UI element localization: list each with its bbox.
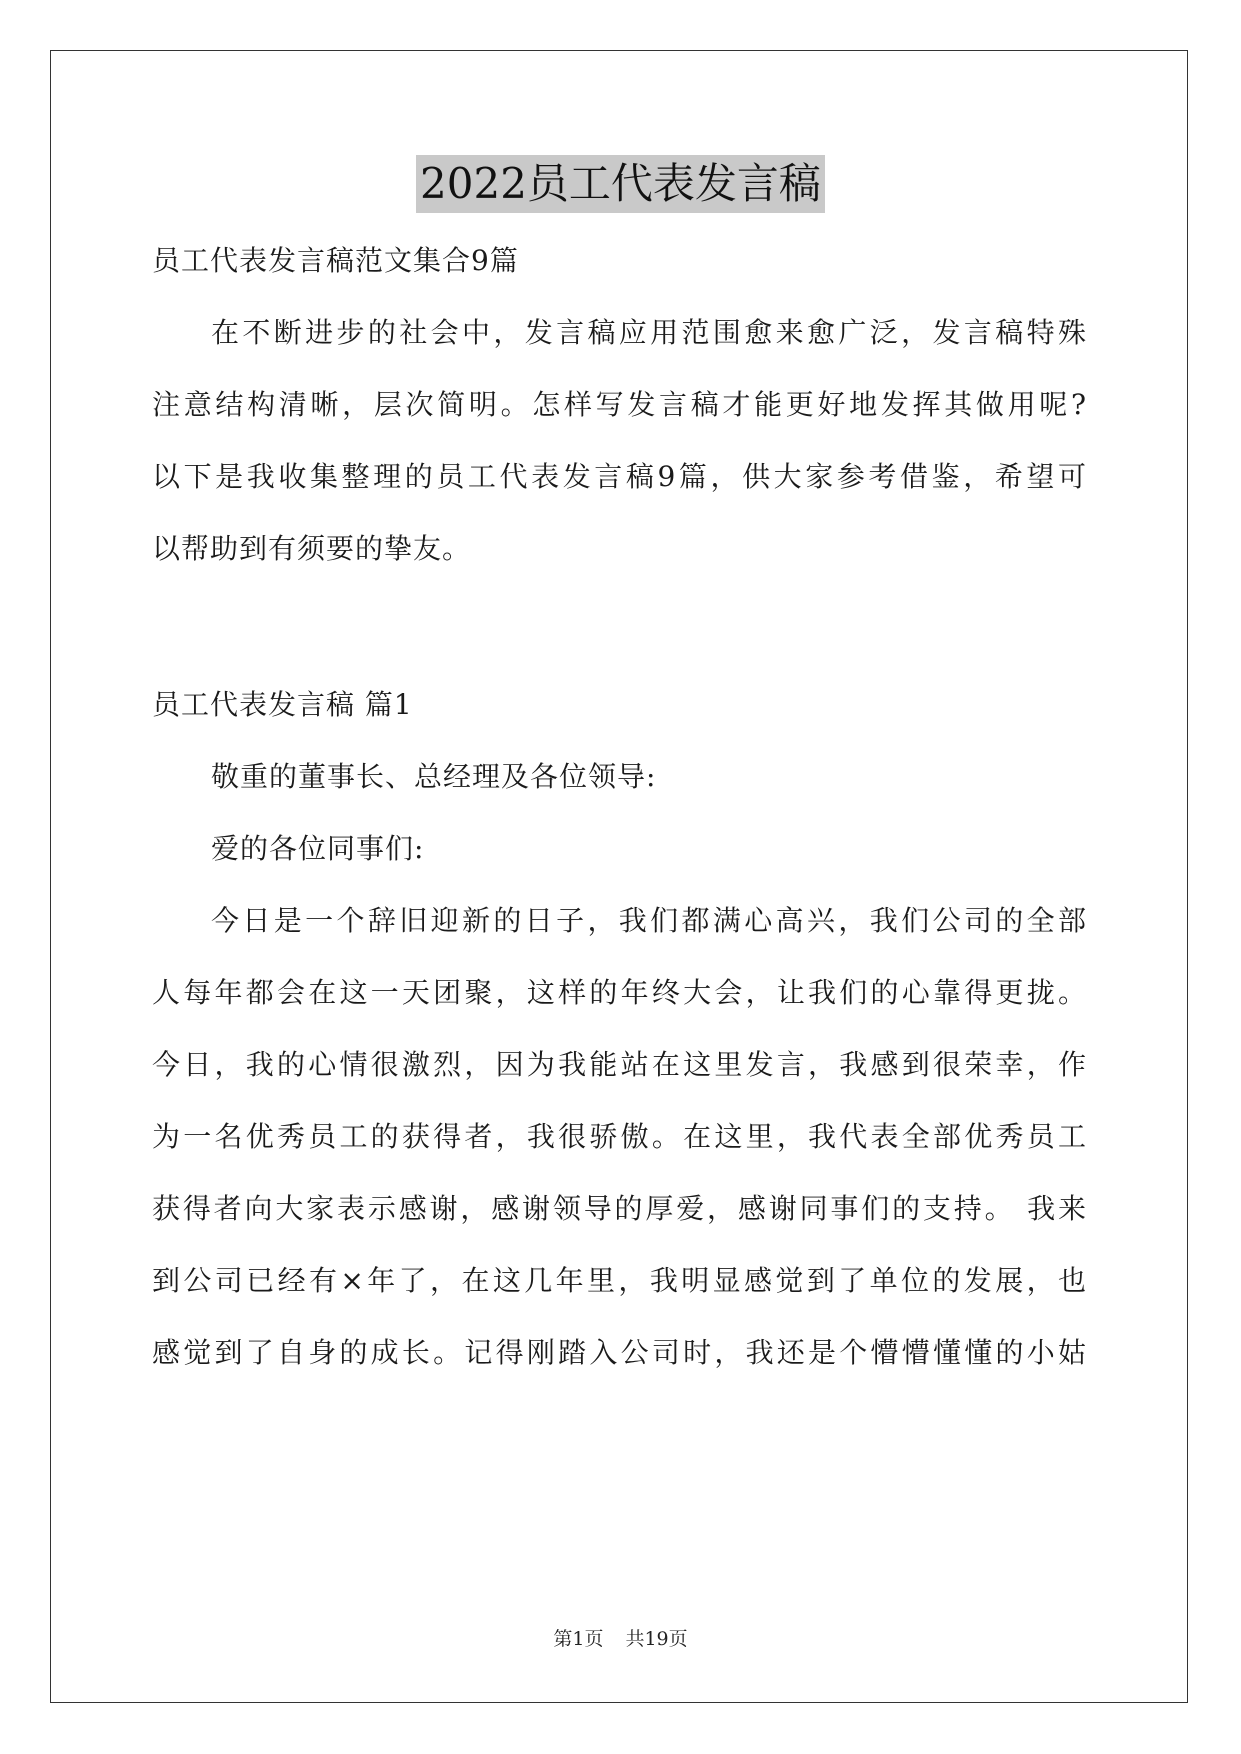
page-footer bbox=[0, 1626, 1241, 1652]
intro-line-1: 在不断进步的社会中，发言稿应用范围愈来愈广泛，发言稿特殊 bbox=[211, 316, 1087, 349]
page-number: 第1页 bbox=[553, 1628, 604, 1650]
intro-line-4: 以帮助到有须要的挚友。 bbox=[152, 532, 472, 565]
body-line-7: 感觉到了自身的成长。记得刚踏入公司时，我还是个懵懵懂懂的小姑 bbox=[152, 1336, 1087, 1369]
body-line-5: 获得者向大家表示感谢，感谢领导的厚爱，感谢同事们的支持。 我来 bbox=[152, 1192, 1087, 1225]
salutation-colleagues: 爱的各位同事们: bbox=[211, 832, 425, 865]
page-total: 共19页 bbox=[625, 1628, 688, 1650]
section-heading: 员工代表发言稿 篇1 bbox=[152, 688, 413, 721]
body-line-6: 到公司已经有×年了，在这几年里，我明显感觉到了单位的发展，也 bbox=[152, 1264, 1087, 1297]
page-border bbox=[50, 50, 1188, 1703]
body-line-1: 今日是一个辞旧迎新的日子，我们都满心高兴，我们公司的全部 bbox=[211, 904, 1087, 937]
intro-line-3: 以下是我收集整理的员工代表发言稿9篇，供大家参考借鉴，希望可 bbox=[152, 460, 1087, 493]
body-line-2: 人每年都会在这一天团聚，这样的年终大会，让我们的心靠得更拢。 bbox=[152, 976, 1087, 1009]
document-subtitle: 员工代表发言稿范文集合9篇 bbox=[152, 244, 519, 277]
intro-line-2: 注意结构清晰，层次简明。怎样写发言稿才能更好地发挥其做用呢? bbox=[152, 388, 1087, 421]
salutation-leaders: 敬重的董事长、总经理及各位领导: bbox=[211, 760, 657, 793]
body-line-4: 为一名优秀员工的获得者，我很骄傲。在这里，我代表全部优秀员工 bbox=[152, 1120, 1087, 1153]
title-container bbox=[0, 155, 1241, 213]
body-line-3: 今日，我的心情很激烈，因为我能站在这里发言，我感到很荣幸，作 bbox=[152, 1048, 1087, 1081]
document-title: 2022员工代表发言稿 bbox=[416, 155, 825, 213]
